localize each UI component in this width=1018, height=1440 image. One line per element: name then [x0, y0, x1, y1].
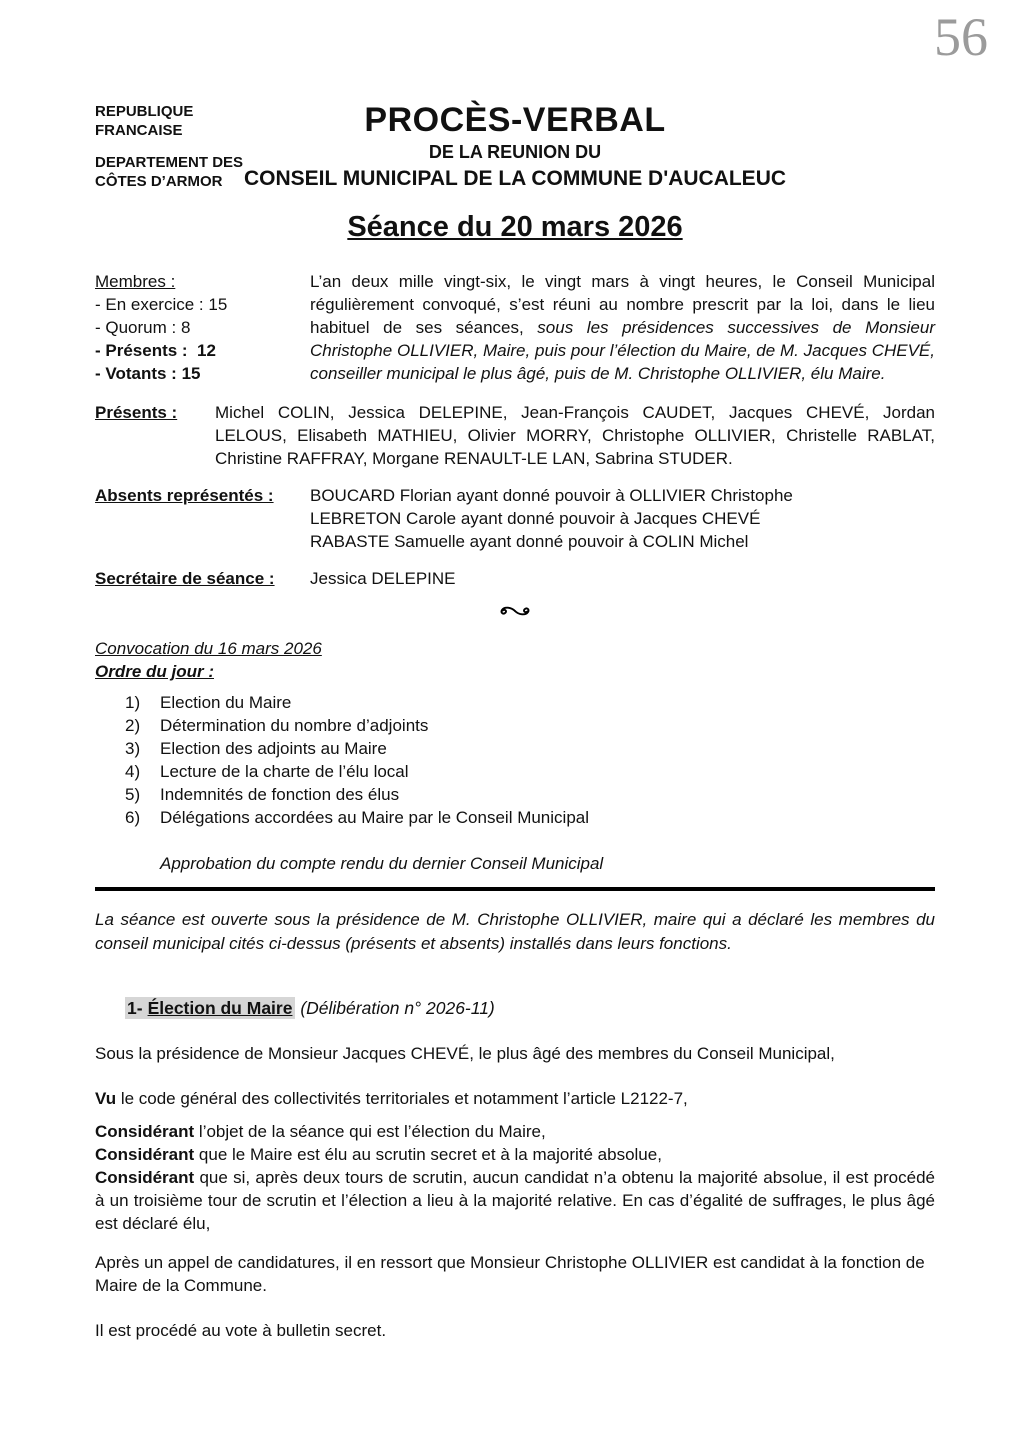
presents-names: Michel COLIN, Jessica DELEPINE, Jean-François CAUDET, Jacques CHEVÉ, Jordan LELOUS, Elisabeth MATHIEU, Olivier MORRY, Christophe OLLIVIER, Christelle RABLAT, Christine RAFFRAY, Morgane RENAULT-LE LAN, Sabrina STUDER. [215, 403, 935, 468]
section1-number: 1- [127, 998, 143, 1018]
presents-row [95, 401, 935, 470]
vu-label: Vu [95, 1089, 117, 1108]
presidence-paragraph: Sous la présidence de Monsieur Jacques CHEVÉ, le plus âgé des membres du Conseil Municipal, [95, 1044, 835, 1063]
absents-lines [310, 484, 935, 553]
ordre-item-2 [95, 714, 935, 737]
secretaire-label: Secrétaire de séance : [95, 569, 275, 588]
absent-line: RABASTE Samuelle ayant donné pouvoir à COLIN Michel [310, 532, 749, 551]
considerant-text: l’objet de la séance qui est l’élection du Maire, [194, 1122, 546, 1141]
ordre-item-text: Election du Maire [160, 693, 292, 712]
ordre-item-text: Lecture de la charte de l’élu local [160, 762, 409, 781]
vu-paragraph [95, 1087, 935, 1110]
ordre-item-number: 3) [125, 739, 141, 758]
document-subtitle-1: DE LA REUNION DU [428, 142, 602, 162]
republique-line1: REPUBLIQUE [95, 103, 194, 120]
considerant-text: que le Maire est élu au scrutin secret et à la majorité absolue, [194, 1145, 662, 1164]
intro-paragraph [310, 270, 935, 385]
approbation-line: Approbation du compte rendu du dernier Conseil Municipal [160, 854, 604, 873]
ouverture-paragraph: La séance est ouverte sous la présidence de M. Christophe OLLIVIER, maire qui a déclaré les membres du conseil municipal cités ci-dessus (présents et absents) installés dans leurs fonctions. [95, 910, 935, 953]
intro-italic-text: sous les présidences successives de Monsieur Christophe OLLIVIER, Maire, puis pour l’élection du Maire, de M. Jacques CHEVÉ, conseiller municipal le plus âgé, puis de M. Christophe OLLIVIER, élu Maire. [310, 318, 935, 383]
convocation-line: Convocation du 16 mars 2026 [95, 639, 322, 658]
secretaire-value: Jessica DELEPINE [310, 569, 456, 588]
considerant-1 [95, 1120, 935, 1143]
section1-heading [125, 996, 935, 1020]
document-title: PROCÈS-VERBAL [364, 101, 666, 139]
departement-line2: CÔTES D’ARMOR [95, 173, 223, 190]
considerant-label: Considérant [95, 1145, 195, 1164]
ordre-item-4 [95, 760, 935, 783]
horizontal-rule [95, 887, 935, 891]
ordre-item-text: Election des adjoints au Maire [160, 739, 387, 758]
ordre-item-6 [95, 806, 935, 829]
ordre-item-text: Délégations accordées au Maire par le Conseil Municipal [160, 808, 590, 827]
republique-line2: FRANCAISE [95, 122, 183, 139]
absents-label: Absents représentés : [95, 486, 274, 505]
ordre-item-number: 5) [125, 785, 141, 804]
page-number: 56 [934, 7, 988, 67]
ordre-du-jour-label: Ordre du jour : [95, 662, 214, 681]
considerant-label: Considérant [95, 1168, 195, 1187]
membres-presents: - Présents : 12 [95, 341, 216, 360]
considerant-3 [95, 1166, 935, 1235]
header-left-block [95, 102, 243, 191]
ordre-item-number: 6) [125, 808, 141, 827]
considerant-text: que si, après deux tours de scrutin, aucun candidat n’a obtenu la majorité absolue, il est procédé à un troisième tour de scrutin et l’élection a lieu à la majorité relative. En cas d’égalité de suffrages, le plus âgé est déclaré élu, [95, 1168, 935, 1233]
considerant-label: Considérant [95, 1122, 195, 1141]
absent-line: LEBRETON Carole ayant donné pouvoir à Jacques CHEVÉ [310, 509, 761, 528]
ordre-item-number: 4) [125, 762, 141, 781]
section1-deliberation: (Délibération n° 2026-11) [300, 998, 495, 1018]
ordre-item-3 [95, 737, 935, 760]
ordre-item-1 [95, 691, 935, 714]
candidatures-paragraph: Après un appel de candidatures, il en ressort que Monsieur Christophe OLLIVIER est candidat à la fonction de Maire de la Commune. [95, 1253, 925, 1295]
vu-text: le code général des collectivités territoriales et notamment l’article L2122-7, [116, 1089, 688, 1108]
scroll-divider-icon [95, 604, 935, 622]
document-header [95, 100, 935, 193]
membres-votants: - Votants : 15 [95, 364, 201, 383]
ordre-item-number: 1) [125, 693, 141, 712]
membres-en-exercice: - En exercice : 15 [95, 295, 228, 314]
membres-block [95, 270, 310, 385]
ordre-item-text: Détermination du nombre d’adjoints [160, 716, 429, 735]
secretaire-row [95, 567, 935, 590]
ordre-item-5 [95, 783, 935, 806]
intro-normal-text: L’an deux mille vingt-six, le vingt mars à vingt heures, le Conseil Municipal régulièrement convoqué, s’est réuni au nombre prescrit par la loi, dans le lieu habituel de ses séances, [310, 272, 935, 337]
absents-row [95, 484, 935, 553]
considerants-block [95, 1120, 935, 1235]
presents-label: Présents : [95, 403, 178, 422]
ordre-item-number: 2) [125, 716, 141, 735]
vote-paragraph: Il est procédé au vote à bulletin secret. [95, 1321, 387, 1340]
membres-label: Membres : [95, 272, 176, 291]
seance-date-heading: Séance du 20 mars 2026 [347, 211, 683, 243]
departement-line1: DEPARTEMENT DES [95, 154, 244, 171]
ordre-du-jour-list [95, 691, 935, 829]
membres-quorum: - Quorum : 8 [95, 318, 191, 337]
ordre-item-text: Indemnités de fonction des élus [160, 785, 400, 804]
document-subtitle-2: CONSEIL MUNICIPAL DE LA COMMUNE D'AUCALEUC [243, 167, 787, 190]
membres-intro-section [95, 270, 935, 385]
absent-line: BOUCARD Florian ayant donné pouvoir à OLLIVIER Christophe [310, 486, 793, 505]
considerant-2 [95, 1143, 935, 1166]
section1-title: Élection du Maire [145, 997, 296, 1019]
